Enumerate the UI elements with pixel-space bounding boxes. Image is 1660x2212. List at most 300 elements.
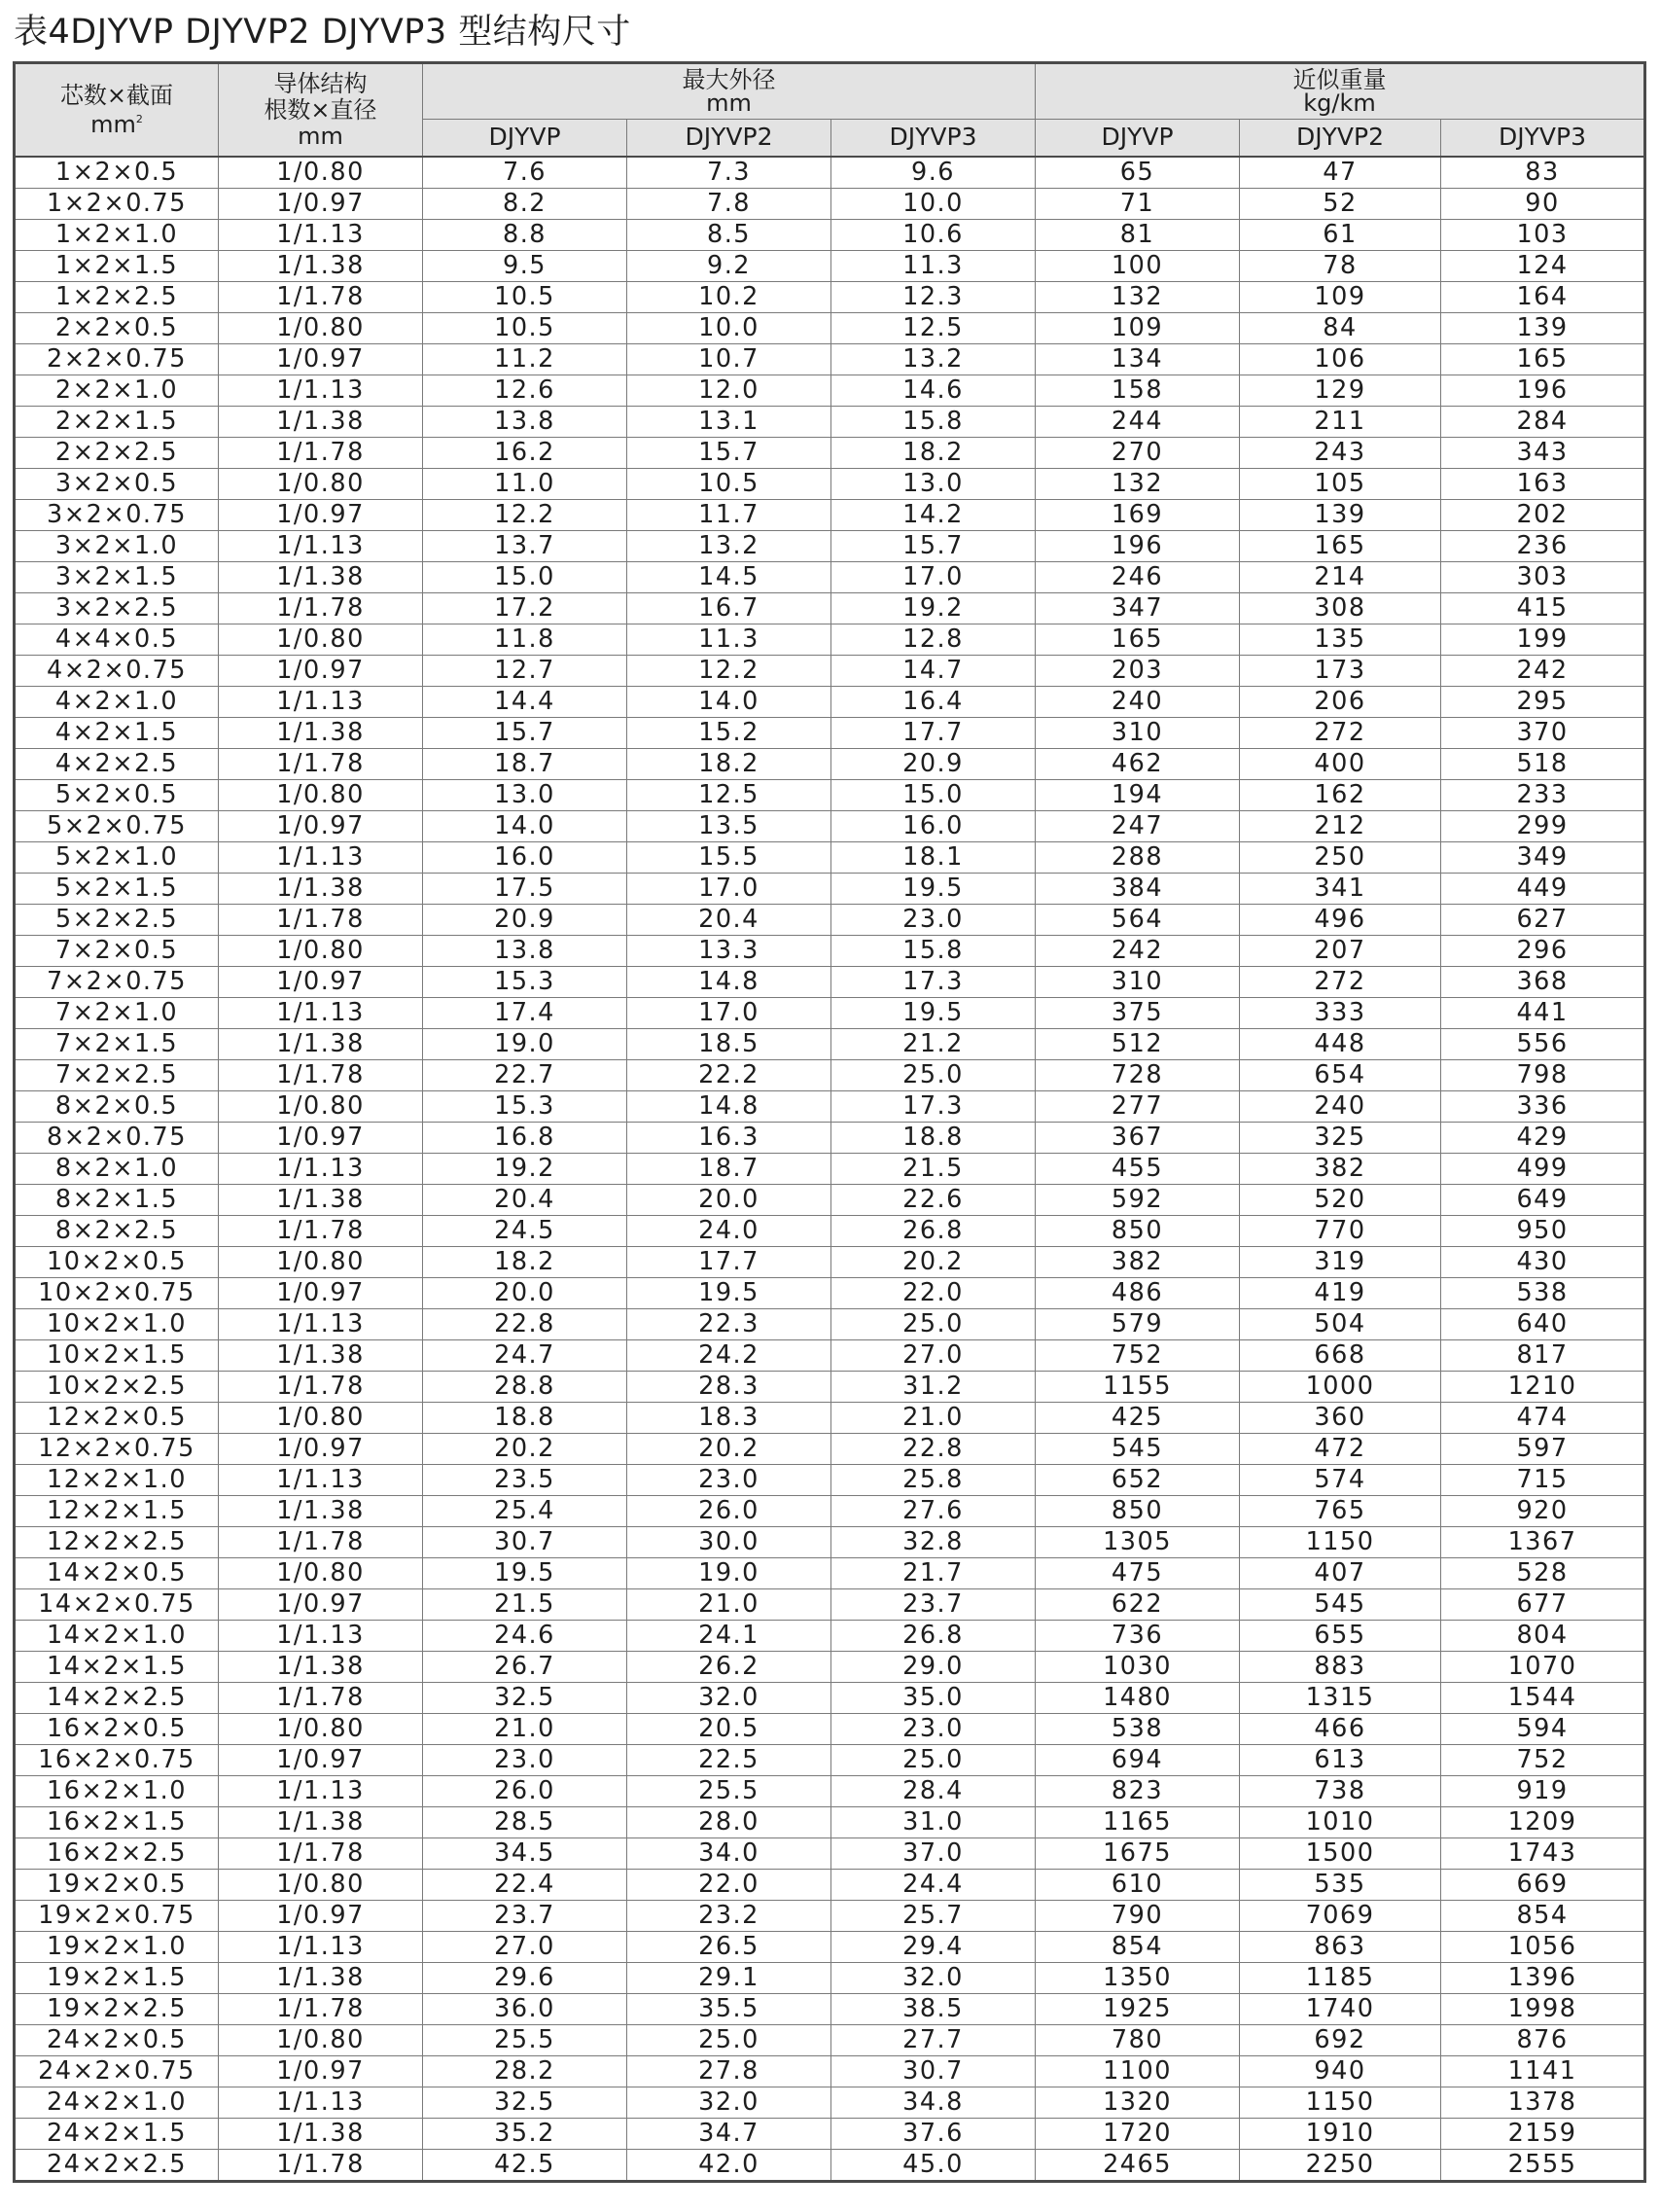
cell-weight-djyvp2: 1000 bbox=[1240, 1371, 1441, 1402]
cell-weight-djyvp3: 199 bbox=[1441, 624, 1645, 655]
cell-weight-djyvp: 823 bbox=[1036, 1775, 1240, 1806]
table-row bbox=[15, 1215, 1645, 1246]
cell-weight-djyvp3: 343 bbox=[1441, 437, 1645, 468]
cell-conductor: 1/1.38 bbox=[219, 1184, 423, 1215]
cell-weight-djyvp2: 162 bbox=[1240, 779, 1441, 810]
cell-weight-djyvp: 242 bbox=[1036, 935, 1240, 966]
cell-cores-section: 5×2×1.0 bbox=[15, 841, 219, 873]
cell-od-djyvp3: 10.0 bbox=[831, 188, 1036, 219]
cell-cores-section: 1×2×2.5 bbox=[15, 281, 219, 312]
cell-weight-djyvp3: 1378 bbox=[1441, 2087, 1645, 2118]
cell-od-djyvp2: 19.0 bbox=[627, 1557, 831, 1588]
cell-od-djyvp3: 17.7 bbox=[831, 717, 1036, 748]
cell-cores-section: 2×2×0.5 bbox=[15, 312, 219, 343]
table-row bbox=[15, 841, 1645, 873]
cell-conductor: 1/1.38 bbox=[219, 717, 423, 748]
cell-cores-section: 14×2×2.5 bbox=[15, 1682, 219, 1713]
cell-weight-djyvp: 310 bbox=[1036, 717, 1240, 748]
cell-od-djyvp: 24.6 bbox=[423, 1620, 627, 1651]
table-row bbox=[15, 1900, 1645, 1931]
cell-od-djyvp: 11.8 bbox=[423, 624, 627, 655]
cell-weight-djyvp2: 1150 bbox=[1240, 2087, 1441, 2118]
cell-od-djyvp3: 29.4 bbox=[831, 1931, 1036, 1962]
table-row bbox=[15, 592, 1645, 624]
table-row bbox=[15, 1339, 1645, 1371]
cell-od-djyvp2: 12.0 bbox=[627, 375, 831, 406]
cell-od-djyvp2: 16.3 bbox=[627, 1122, 831, 1153]
cell-od-djyvp: 22.4 bbox=[423, 1869, 627, 1900]
table-row bbox=[15, 219, 1645, 250]
cell-cores-section: 12×2×0.75 bbox=[15, 1433, 219, 1464]
table-row bbox=[15, 2118, 1645, 2149]
cell-conductor: 1/0.80 bbox=[219, 1557, 423, 1588]
cell-conductor: 1/1.78 bbox=[219, 1682, 423, 1713]
cell-od-djyvp: 16.2 bbox=[423, 437, 627, 468]
cell-weight-djyvp: 1320 bbox=[1036, 2087, 1240, 2118]
cell-od-djyvp2: 13.3 bbox=[627, 935, 831, 966]
cell-cores-section: 3×2×0.5 bbox=[15, 468, 219, 499]
cell-od-djyvp3: 25.0 bbox=[831, 1059, 1036, 1090]
cell-od-djyvp: 22.8 bbox=[423, 1308, 627, 1339]
cell-cores-section: 1×2×0.5 bbox=[15, 157, 219, 189]
cell-conductor: 1/0.97 bbox=[219, 343, 423, 375]
cell-weight-djyvp3: 1056 bbox=[1441, 1931, 1645, 1962]
cell-conductor: 1/1.38 bbox=[219, 1028, 423, 1059]
cell-weight-djyvp2: 382 bbox=[1240, 1153, 1441, 1184]
table-row bbox=[15, 1962, 1645, 1993]
cell-od-djyvp: 10.5 bbox=[423, 312, 627, 343]
subheader-weight-djyvp2: DJYVP2 bbox=[1240, 120, 1441, 157]
cell-cores-section: 10×2×0.5 bbox=[15, 1246, 219, 1277]
cell-od-djyvp: 17.4 bbox=[423, 997, 627, 1028]
cell-weight-djyvp3: 1210 bbox=[1441, 1371, 1645, 1402]
cell-weight-djyvp2: 466 bbox=[1240, 1713, 1441, 1744]
cell-weight-djyvp: 850 bbox=[1036, 1495, 1240, 1526]
cell-od-djyvp: 32.5 bbox=[423, 2087, 627, 2118]
table-row bbox=[15, 561, 1645, 592]
cell-weight-djyvp3: 594 bbox=[1441, 1713, 1645, 1744]
cell-weight-djyvp2: 341 bbox=[1240, 873, 1441, 904]
cell-od-djyvp2: 14.8 bbox=[627, 1090, 831, 1122]
cell-od-djyvp3: 32.8 bbox=[831, 1526, 1036, 1557]
cell-cores-section: 12×2×2.5 bbox=[15, 1526, 219, 1557]
cell-weight-djyvp3: 649 bbox=[1441, 1184, 1645, 1215]
cell-od-djyvp2: 14.8 bbox=[627, 966, 831, 997]
cell-od-djyvp: 10.5 bbox=[423, 281, 627, 312]
cell-od-djyvp3: 23.0 bbox=[831, 1713, 1036, 1744]
table-row bbox=[15, 157, 1645, 189]
cell-weight-djyvp2: 883 bbox=[1240, 1651, 1441, 1682]
cell-conductor: 1/0.80 bbox=[219, 1869, 423, 1900]
cell-conductor: 1/0.80 bbox=[219, 1713, 423, 1744]
cell-od-djyvp2: 11.7 bbox=[627, 499, 831, 530]
cell-weight-djyvp: 622 bbox=[1036, 1588, 1240, 1620]
cell-od-djyvp2: 26.2 bbox=[627, 1651, 831, 1682]
cell-od-djyvp2: 32.0 bbox=[627, 2087, 831, 2118]
cell-od-djyvp3: 14.7 bbox=[831, 655, 1036, 686]
cell-od-djyvp: 20.4 bbox=[423, 1184, 627, 1215]
table-row bbox=[15, 437, 1645, 468]
cell-weight-djyvp: 310 bbox=[1036, 966, 1240, 997]
cell-weight-djyvp: 244 bbox=[1036, 406, 1240, 437]
cell-od-djyvp: 23.5 bbox=[423, 1464, 627, 1495]
table-row bbox=[15, 2024, 1645, 2055]
cell-weight-djyvp3: 164 bbox=[1441, 281, 1645, 312]
cell-cores-section: 19×2×2.5 bbox=[15, 1993, 219, 2024]
cell-od-djyvp2: 17.0 bbox=[627, 997, 831, 1028]
cell-weight-djyvp2: 272 bbox=[1240, 717, 1441, 748]
cell-cores-section: 2×2×1.0 bbox=[15, 375, 219, 406]
cell-conductor: 1/1.38 bbox=[219, 1962, 423, 1993]
cell-od-djyvp3: 18.2 bbox=[831, 437, 1036, 468]
cell-od-djyvp3: 25.0 bbox=[831, 1744, 1036, 1775]
cell-weight-djyvp2: 770 bbox=[1240, 1215, 1441, 1246]
cell-od-djyvp: 19.5 bbox=[423, 1557, 627, 1588]
header-max-outer-diameter bbox=[423, 63, 1036, 120]
cell-weight-djyvp3: 165 bbox=[1441, 343, 1645, 375]
cell-conductor: 1/1.13 bbox=[219, 1153, 423, 1184]
cell-od-djyvp3: 15.8 bbox=[831, 935, 1036, 966]
cell-conductor: 1/1.13 bbox=[219, 686, 423, 717]
cell-od-djyvp2: 26.0 bbox=[627, 1495, 831, 1526]
cell-weight-djyvp2: 250 bbox=[1240, 841, 1441, 873]
cell-od-djyvp2: 14.5 bbox=[627, 561, 831, 592]
table-row bbox=[15, 624, 1645, 655]
cell-weight-djyvp3: 556 bbox=[1441, 1028, 1645, 1059]
cell-conductor: 1/1.78 bbox=[219, 904, 423, 935]
cell-weight-djyvp: 736 bbox=[1036, 1620, 1240, 1651]
table-row bbox=[15, 1620, 1645, 1651]
cell-od-djyvp: 18.2 bbox=[423, 1246, 627, 1277]
table-row bbox=[15, 1744, 1645, 1775]
cell-od-djyvp3: 37.0 bbox=[831, 1837, 1036, 1869]
table-row bbox=[15, 343, 1645, 375]
table-row bbox=[15, 1059, 1645, 1090]
cell-od-djyvp: 27.0 bbox=[423, 1931, 627, 1962]
cell-conductor: 1/1.78 bbox=[219, 1526, 423, 1557]
cell-od-djyvp3: 21.2 bbox=[831, 1028, 1036, 1059]
cell-weight-djyvp3: 1367 bbox=[1441, 1526, 1645, 1557]
cell-od-djyvp3: 26.8 bbox=[831, 1215, 1036, 1246]
cell-od-djyvp: 24.7 bbox=[423, 1339, 627, 1371]
subheader-od-djyvp2: DJYVP2 bbox=[627, 120, 831, 157]
cell-weight-djyvp3: 368 bbox=[1441, 966, 1645, 997]
table-row bbox=[15, 1588, 1645, 1620]
cell-conductor: 1/0.97 bbox=[219, 1433, 423, 1464]
cell-od-djyvp: 42.5 bbox=[423, 2149, 627, 2181]
cell-od-djyvp3: 17.3 bbox=[831, 1090, 1036, 1122]
cell-weight-djyvp2: 692 bbox=[1240, 2024, 1441, 2055]
cell-od-djyvp3: 21.5 bbox=[831, 1153, 1036, 1184]
cell-weight-djyvp: 790 bbox=[1036, 1900, 1240, 1931]
table-row bbox=[15, 810, 1645, 841]
cell-od-djyvp3: 27.6 bbox=[831, 1495, 1036, 1526]
cell-cores-section: 7×2×1.5 bbox=[15, 1028, 219, 1059]
cell-weight-djyvp3: 242 bbox=[1441, 655, 1645, 686]
table-header bbox=[15, 63, 1645, 157]
cell-od-djyvp2: 34.7 bbox=[627, 2118, 831, 2149]
cell-conductor: 1/0.97 bbox=[219, 1277, 423, 1308]
cell-weight-djyvp: 240 bbox=[1036, 686, 1240, 717]
table-row bbox=[15, 935, 1645, 966]
cell-weight-djyvp2: 1315 bbox=[1240, 1682, 1441, 1713]
cell-od-djyvp: 21.0 bbox=[423, 1713, 627, 1744]
cell-weight-djyvp3: 83 bbox=[1441, 157, 1645, 189]
cell-cores-section: 19×2×1.0 bbox=[15, 1931, 219, 1962]
cell-weight-djyvp2: 400 bbox=[1240, 748, 1441, 779]
cell-weight-djyvp: 1480 bbox=[1036, 1682, 1240, 1713]
cell-od-djyvp2: 42.0 bbox=[627, 2149, 831, 2181]
cell-od-djyvp3: 19.5 bbox=[831, 997, 1036, 1028]
cell-od-djyvp: 13.8 bbox=[423, 935, 627, 966]
table-row bbox=[15, 1464, 1645, 1495]
table-row bbox=[15, 779, 1645, 810]
cell-od-djyvp3: 32.0 bbox=[831, 1962, 1036, 1993]
cell-conductor: 1/0.80 bbox=[219, 2024, 423, 2055]
cell-od-djyvp: 18.7 bbox=[423, 748, 627, 779]
cell-weight-djyvp: 100 bbox=[1036, 250, 1240, 281]
cell-weight-djyvp2: 207 bbox=[1240, 935, 1441, 966]
cell-od-djyvp2: 11.3 bbox=[627, 624, 831, 655]
cell-conductor: 1/0.97 bbox=[219, 1122, 423, 1153]
cell-conductor: 1/1.78 bbox=[219, 748, 423, 779]
cell-conductor: 1/1.13 bbox=[219, 2087, 423, 2118]
cell-weight-djyvp2: 545 bbox=[1240, 1588, 1441, 1620]
cell-weight-djyvp2: 109 bbox=[1240, 281, 1441, 312]
cell-weight-djyvp3: 538 bbox=[1441, 1277, 1645, 1308]
cell-weight-djyvp2: 1500 bbox=[1240, 1837, 1441, 1869]
cell-weight-djyvp2: 84 bbox=[1240, 312, 1441, 343]
cell-od-djyvp2: 16.7 bbox=[627, 592, 831, 624]
cell-weight-djyvp3: 528 bbox=[1441, 1557, 1645, 1588]
cell-weight-djyvp3: 627 bbox=[1441, 904, 1645, 935]
cell-weight-djyvp: 277 bbox=[1036, 1090, 1240, 1122]
cell-conductor: 1/1.38 bbox=[219, 561, 423, 592]
cell-conductor: 1/1.78 bbox=[219, 2149, 423, 2181]
header-weight-label: 近似重量 bbox=[1292, 66, 1387, 93]
cell-weight-djyvp: 158 bbox=[1036, 375, 1240, 406]
cell-od-djyvp2: 13.5 bbox=[627, 810, 831, 841]
cell-weight-djyvp3: 1209 bbox=[1441, 1806, 1645, 1837]
cell-weight-djyvp2: 308 bbox=[1240, 592, 1441, 624]
cell-weight-djyvp: 579 bbox=[1036, 1308, 1240, 1339]
cell-weight-djyvp2: 1740 bbox=[1240, 1993, 1441, 2024]
cell-conductor: 1/1.38 bbox=[219, 2118, 423, 2149]
cell-weight-djyvp3: 752 bbox=[1441, 1744, 1645, 1775]
table-row bbox=[15, 468, 1645, 499]
cell-weight-djyvp3: 139 bbox=[1441, 312, 1645, 343]
table-row bbox=[15, 1806, 1645, 1837]
cell-weight-djyvp: 538 bbox=[1036, 1713, 1240, 1744]
cell-od-djyvp3: 22.8 bbox=[831, 1433, 1036, 1464]
cell-weight-djyvp3: 295 bbox=[1441, 686, 1645, 717]
table-row bbox=[15, 2149, 1645, 2181]
cell-od-djyvp2: 14.0 bbox=[627, 686, 831, 717]
cell-od-djyvp3: 27.0 bbox=[831, 1339, 1036, 1371]
cell-od-djyvp: 19.2 bbox=[423, 1153, 627, 1184]
cell-weight-djyvp: 854 bbox=[1036, 1931, 1240, 1962]
cell-od-djyvp3: 13.0 bbox=[831, 468, 1036, 499]
cell-od-djyvp: 14.4 bbox=[423, 686, 627, 717]
cell-weight-djyvp3: 1396 bbox=[1441, 1962, 1645, 1993]
cell-weight-djyvp2: 738 bbox=[1240, 1775, 1441, 1806]
cell-conductor: 1/1.13 bbox=[219, 530, 423, 561]
cell-od-djyvp: 19.0 bbox=[423, 1028, 627, 1059]
header-conductor-sublabel: 根数×直径 bbox=[264, 95, 377, 124]
cell-od-djyvp3: 24.4 bbox=[831, 1869, 1036, 1900]
cell-od-djyvp2: 28.0 bbox=[627, 1806, 831, 1837]
cell-od-djyvp3: 17.3 bbox=[831, 966, 1036, 997]
cell-od-djyvp2: 15.7 bbox=[627, 437, 831, 468]
cell-conductor: 1/0.97 bbox=[219, 655, 423, 686]
cell-weight-djyvp: 367 bbox=[1036, 1122, 1240, 1153]
cell-od-djyvp3: 25.0 bbox=[831, 1308, 1036, 1339]
cell-od-djyvp2: 24.2 bbox=[627, 1339, 831, 1371]
cell-conductor: 1/1.78 bbox=[219, 1059, 423, 1090]
cell-cores-section: 12×2×0.5 bbox=[15, 1402, 219, 1433]
table-row bbox=[15, 312, 1645, 343]
cell-od-djyvp2: 35.5 bbox=[627, 1993, 831, 2024]
subheader-od-djyvp: DJYVP bbox=[423, 120, 627, 157]
cell-weight-djyvp3: 429 bbox=[1441, 1122, 1645, 1153]
header-approx-weight bbox=[1036, 63, 1645, 120]
cell-weight-djyvp3: 518 bbox=[1441, 748, 1645, 779]
cell-od-djyvp2: 24.1 bbox=[627, 1620, 831, 1651]
cell-weight-djyvp: 475 bbox=[1036, 1557, 1240, 1588]
cell-weight-djyvp: 165 bbox=[1036, 624, 1240, 655]
cell-od-djyvp2: 7.8 bbox=[627, 188, 831, 219]
cell-weight-djyvp: 347 bbox=[1036, 592, 1240, 624]
cell-weight-djyvp3: 415 bbox=[1441, 592, 1645, 624]
cell-weight-djyvp: 71 bbox=[1036, 188, 1240, 219]
cell-od-djyvp3: 21.0 bbox=[831, 1402, 1036, 1433]
table-row bbox=[15, 1682, 1645, 1713]
cell-conductor: 1/0.80 bbox=[219, 779, 423, 810]
cell-cores-section: 7×2×0.5 bbox=[15, 935, 219, 966]
cell-od-djyvp2: 17.7 bbox=[627, 1246, 831, 1277]
cell-od-djyvp2: 20.2 bbox=[627, 1433, 831, 1464]
cell-od-djyvp3: 20.9 bbox=[831, 748, 1036, 779]
cell-weight-djyvp3: 299 bbox=[1441, 810, 1645, 841]
cell-weight-djyvp3: 499 bbox=[1441, 1153, 1645, 1184]
cell-od-djyvp2: 20.5 bbox=[627, 1713, 831, 1744]
cell-weight-djyvp2: 1150 bbox=[1240, 1526, 1441, 1557]
cell-conductor: 1/0.80 bbox=[219, 935, 423, 966]
cell-weight-djyvp3: 90 bbox=[1441, 188, 1645, 219]
cell-weight-djyvp2: 240 bbox=[1240, 1090, 1441, 1122]
cell-weight-djyvp3: 919 bbox=[1441, 1775, 1645, 1806]
cell-od-djyvp2: 13.2 bbox=[627, 530, 831, 561]
cell-weight-djyvp3: 715 bbox=[1441, 1464, 1645, 1495]
cell-conductor: 1/0.80 bbox=[219, 312, 423, 343]
table-row bbox=[15, 717, 1645, 748]
cell-weight-djyvp2: 2250 bbox=[1240, 2149, 1441, 2181]
cell-weight-djyvp: 694 bbox=[1036, 1744, 1240, 1775]
cell-weight-djyvp2: 319 bbox=[1240, 1246, 1441, 1277]
cell-weight-djyvp: 132 bbox=[1036, 468, 1240, 499]
cell-conductor: 1/1.13 bbox=[219, 1464, 423, 1495]
cell-conductor: 1/0.97 bbox=[219, 1588, 423, 1620]
table-row bbox=[15, 2087, 1645, 2118]
cell-cores-section: 10×2×2.5 bbox=[15, 1371, 219, 1402]
cell-od-djyvp3: 35.0 bbox=[831, 1682, 1036, 1713]
cell-od-djyvp: 13.7 bbox=[423, 530, 627, 561]
cell-od-djyvp3: 31.2 bbox=[831, 1371, 1036, 1402]
cell-od-djyvp3: 27.7 bbox=[831, 2024, 1036, 2055]
cell-od-djyvp3: 14.6 bbox=[831, 375, 1036, 406]
cell-conductor: 1/1.13 bbox=[219, 1775, 423, 1806]
cell-weight-djyvp2: 214 bbox=[1240, 561, 1441, 592]
cell-conductor: 1/1.38 bbox=[219, 1651, 423, 1682]
cell-weight-djyvp3: 817 bbox=[1441, 1339, 1645, 1371]
cell-weight-djyvp3: 920 bbox=[1441, 1495, 1645, 1526]
cell-weight-djyvp2: 1185 bbox=[1240, 1962, 1441, 1993]
table-row bbox=[15, 1837, 1645, 1869]
cell-cores-section: 12×2×1.5 bbox=[15, 1495, 219, 1526]
cell-od-djyvp: 35.2 bbox=[423, 2118, 627, 2149]
cell-weight-djyvp3: 2555 bbox=[1441, 2149, 1645, 2181]
cell-cores-section: 5×2×0.75 bbox=[15, 810, 219, 841]
cell-cores-section: 10×2×1.5 bbox=[15, 1339, 219, 1371]
cell-od-djyvp2: 25.5 bbox=[627, 1775, 831, 1806]
cell-od-djyvp3: 12.3 bbox=[831, 281, 1036, 312]
subheader-weight-djyvp: DJYVP bbox=[1036, 120, 1240, 157]
table-row bbox=[15, 1090, 1645, 1122]
cell-od-djyvp3: 15.0 bbox=[831, 779, 1036, 810]
cell-cores-section: 10×2×1.0 bbox=[15, 1308, 219, 1339]
cell-cores-section: 8×2×1.0 bbox=[15, 1153, 219, 1184]
cell-conductor: 1/0.80 bbox=[219, 157, 423, 189]
cell-od-djyvp: 23.0 bbox=[423, 1744, 627, 1775]
cell-od-djyvp: 29.6 bbox=[423, 1962, 627, 1993]
cell-od-djyvp2: 30.0 bbox=[627, 1526, 831, 1557]
cell-weight-djyvp3: 950 bbox=[1441, 1215, 1645, 1246]
cell-weight-djyvp3: 669 bbox=[1441, 1869, 1645, 1900]
cell-od-djyvp: 9.5 bbox=[423, 250, 627, 281]
cell-cores-section: 5×2×1.5 bbox=[15, 873, 219, 904]
cell-cores-section: 5×2×2.5 bbox=[15, 904, 219, 935]
cell-od-djyvp: 12.7 bbox=[423, 655, 627, 686]
cell-od-djyvp: 12.2 bbox=[423, 499, 627, 530]
cell-od-djyvp: 8.2 bbox=[423, 188, 627, 219]
cell-weight-djyvp: 512 bbox=[1036, 1028, 1240, 1059]
cell-cores-section: 8×2×2.5 bbox=[15, 1215, 219, 1246]
cell-od-djyvp2: 23.0 bbox=[627, 1464, 831, 1495]
cell-weight-djyvp2: 496 bbox=[1240, 904, 1441, 935]
cell-weight-djyvp: 1305 bbox=[1036, 1526, 1240, 1557]
subheader-od-djyvp3: DJYVP3 bbox=[831, 120, 1036, 157]
cell-conductor: 1/0.80 bbox=[219, 468, 423, 499]
cell-od-djyvp2: 22.5 bbox=[627, 1744, 831, 1775]
header-conductor bbox=[219, 63, 423, 157]
cell-weight-djyvp2: 535 bbox=[1240, 1869, 1441, 1900]
table-row bbox=[15, 1153, 1645, 1184]
cell-od-djyvp: 15.3 bbox=[423, 1090, 627, 1122]
cell-od-djyvp: 32.5 bbox=[423, 1682, 627, 1713]
cell-od-djyvp: 24.5 bbox=[423, 1215, 627, 1246]
cell-conductor: 1/1.38 bbox=[219, 250, 423, 281]
cell-od-djyvp3: 34.8 bbox=[831, 2087, 1036, 2118]
cell-weight-djyvp2: 1010 bbox=[1240, 1806, 1441, 1837]
cell-weight-djyvp: 288 bbox=[1036, 841, 1240, 873]
cell-weight-djyvp3: 441 bbox=[1441, 997, 1645, 1028]
cell-weight-djyvp: 610 bbox=[1036, 1869, 1240, 1900]
cell-cores-section: 1×2×1.5 bbox=[15, 250, 219, 281]
cell-weight-djyvp3: 296 bbox=[1441, 935, 1645, 966]
cell-cores-section: 7×2×1.0 bbox=[15, 997, 219, 1028]
cell-od-djyvp2: 13.1 bbox=[627, 406, 831, 437]
cell-weight-djyvp2: 106 bbox=[1240, 343, 1441, 375]
